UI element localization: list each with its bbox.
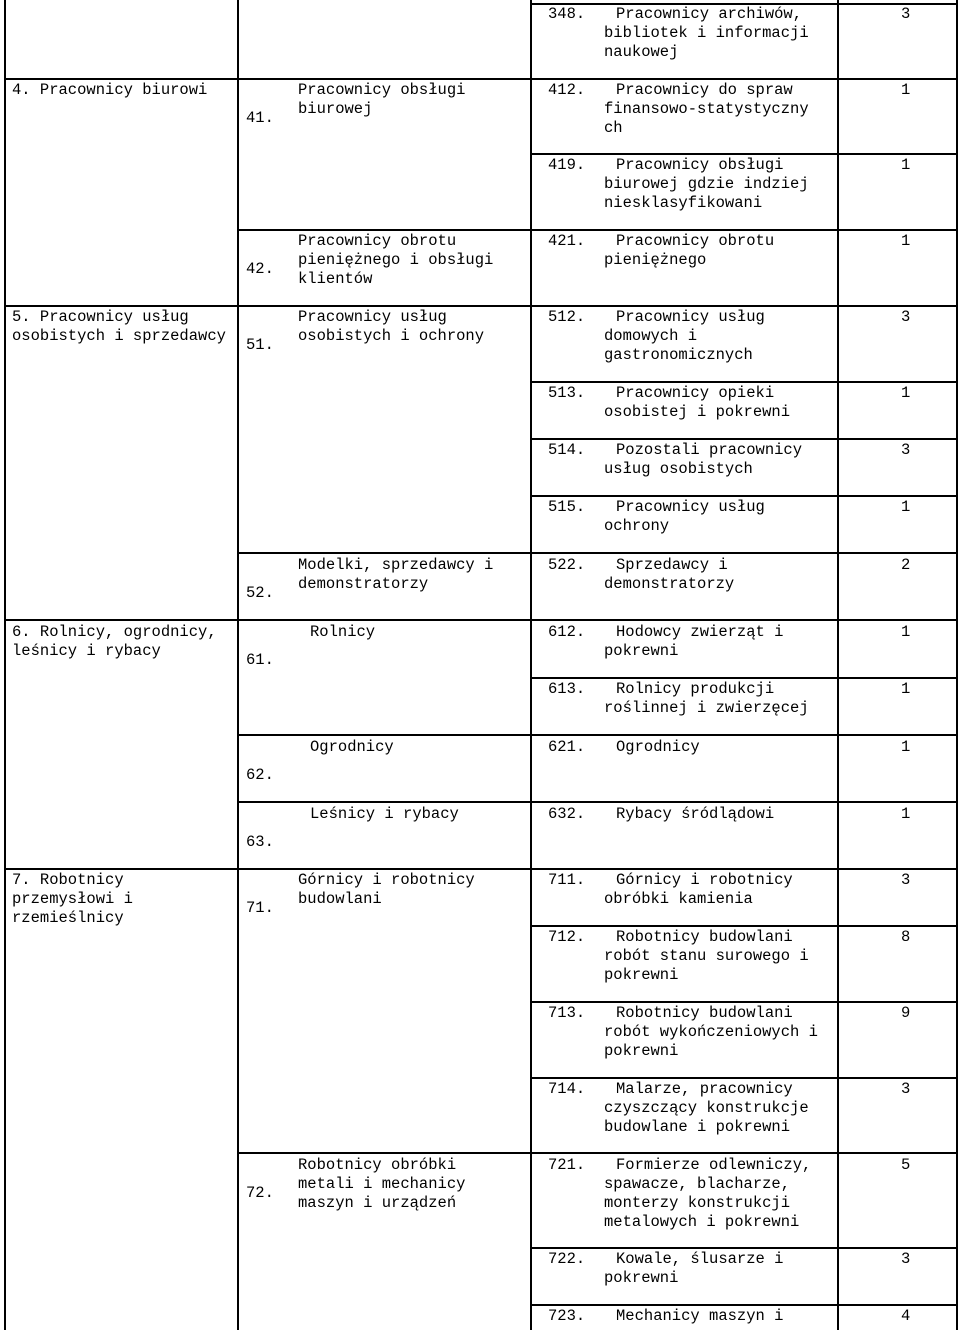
- occupation-name: Pracownicy usług ochrony: [604, 498, 765, 535]
- occupation-count: 3: [901, 5, 911, 23]
- occupation-code: 412.: [548, 81, 586, 99]
- occupation-name: Rybacy śródlądowi: [616, 805, 775, 823]
- occupation-code: 632.: [548, 805, 586, 823]
- occupation-name: Pracownicy obrotu pieniężnego: [604, 232, 775, 269]
- major-group-label: 4. Pracownicy biurowi: [12, 81, 208, 99]
- row-divider: [530, 381, 958, 383]
- row-divider: [530, 153, 958, 155]
- occupation-count: 3: [901, 441, 911, 459]
- row-divider: [530, 495, 958, 497]
- sub-group-name: Robotnicy obróbki metali i mechanicy maszyn i urządzeń: [298, 1156, 466, 1212]
- sub-group-name: Rolnicy: [310, 623, 376, 641]
- sub-group-code: 72.: [246, 1184, 274, 1202]
- occupation-code: 613.: [548, 680, 586, 698]
- sub-group-name: Leśnicy i rybacy: [310, 805, 459, 823]
- occupation-count: 9: [901, 1004, 911, 1022]
- sub-group-name: Ogrodnicy: [310, 738, 394, 756]
- occupation-code: 419.: [548, 156, 586, 174]
- row-divider: [530, 1077, 958, 1079]
- row-divider: [4, 78, 958, 80]
- column-divider: [530, 0, 532, 1330]
- occupation-count: 3: [901, 1250, 911, 1268]
- occupation-count: 8: [901, 928, 911, 946]
- occupation-code: 713.: [548, 1004, 586, 1022]
- occupation-name: Ogrodnicy: [616, 738, 700, 756]
- row-divider: [237, 229, 958, 231]
- occupation-count: 3: [901, 871, 911, 889]
- occupation-count: 1: [901, 384, 911, 402]
- row-divider: [530, 1001, 958, 1003]
- sub-group-code: 42.: [246, 260, 274, 278]
- occupation-name: Hodowcy zwierząt i pokrewni: [604, 623, 784, 660]
- row-divider: [530, 925, 958, 927]
- occupation-name: Mechanicy maszyn i: [616, 1307, 784, 1325]
- row-divider: [530, 438, 958, 440]
- row-divider: [530, 1304, 958, 1306]
- major-group-label: 7. Robotnicy przemysłowi i rzemieślnicy: [12, 871, 133, 927]
- occupation-name: Górnicy i robotnicy obróbki kamienia: [604, 871, 793, 908]
- sub-group-name: Pracownicy obrotu pieniężnego i obsługi klientów: [298, 232, 494, 288]
- major-group-label: 5. Pracownicy usług osobistych i sprzedawcy: [12, 308, 226, 345]
- sub-group-code: 51.: [246, 336, 274, 354]
- occupation-code: 513.: [548, 384, 586, 402]
- row-divider: [237, 552, 958, 554]
- occupation-count: 1: [901, 805, 911, 823]
- row-divider: [4, 305, 958, 307]
- sub-group-name: Pracownicy usług osobistych i ochrony: [298, 308, 485, 345]
- occupation-name: Pracownicy obsługi biurowej gdzie indziej niesklasyfikowani: [604, 156, 809, 212]
- sub-group-name: Pracownicy obsługi biurowej: [298, 81, 466, 118]
- occupation-name: Sprzedawcy i demonstratorzy: [604, 556, 735, 593]
- occupation-count: 1: [901, 156, 911, 174]
- occupation-code: 515.: [548, 498, 586, 516]
- occupation-code: 621.: [548, 738, 586, 756]
- occupation-name: Formierze odlewniczy, spawacze, blacharze, monterzy konstrukcji metalowych i pokrewni: [604, 1156, 812, 1231]
- occupation-code: 721.: [548, 1156, 586, 1174]
- occupation-name: Robotnicy budowlani robót wykończeniowych i pokrewni: [604, 1004, 818, 1060]
- column-divider: [237, 0, 239, 1330]
- sub-group-code: 41.: [246, 109, 274, 127]
- occupation-code: 514.: [548, 441, 586, 459]
- occupation-count: 1: [901, 232, 911, 250]
- sub-group-code: 63.: [246, 833, 274, 851]
- row-divider: [530, 677, 958, 679]
- occupation-count: 3: [901, 1080, 911, 1098]
- table-border-left: [4, 0, 6, 1330]
- occupation-name: Pracownicy usług domowych i gastronomicznych: [604, 308, 765, 364]
- occupation-name: Robotnicy budowlani robót stanu surowego i pokrewni: [604, 928, 809, 984]
- occupation-count: 1: [901, 81, 911, 99]
- occupation-name: Pracownicy do spraw finansowo-statystyczny ch: [604, 81, 809, 137]
- occupation-count: 1: [901, 498, 911, 516]
- row-divider: [237, 1152, 958, 1154]
- occupation-name: Malarze, pracownicy czyszczący konstrukcje budowlane i pokrewni: [604, 1080, 809, 1136]
- occupation-count: 4: [901, 1307, 911, 1325]
- occupation-code: 512.: [548, 308, 586, 326]
- sub-group-code: 71.: [246, 899, 274, 917]
- occupation-code: 612.: [548, 623, 586, 641]
- sub-group-name: Górnicy i robotnicy budowlani: [298, 871, 475, 908]
- occupation-count: 1: [901, 738, 911, 756]
- occupation-code: 522.: [548, 556, 586, 574]
- occupation-code: 712.: [548, 928, 586, 946]
- row-divider: [237, 734, 958, 736]
- occupation-name: Pracownicy archiwów, bibliotek i informacji naukowej: [604, 5, 809, 61]
- occupation-name: Pracownicy opieki osobistej i pokrewni: [604, 384, 791, 421]
- occupation-count: 1: [901, 623, 911, 641]
- occupation-name: Rolnicy produkcji roślinnej i zwierzęcej: [604, 680, 809, 717]
- occupation-code: 723.: [548, 1307, 586, 1325]
- occupation-count: 2: [901, 556, 911, 574]
- occupation-count: 3: [901, 308, 911, 326]
- occupation-code: 711.: [548, 871, 586, 889]
- occupation-name: Kowale, ślusarze i pokrewni: [604, 1250, 784, 1287]
- occupation-code: 421.: [548, 232, 586, 250]
- table-border-right: [956, 0, 958, 1330]
- occupation-count: 1: [901, 680, 911, 698]
- major-group-label: 6. Rolnicy, ogrodnicy, leśnicy i rybacy: [12, 623, 217, 660]
- sub-group-code: 52.: [246, 584, 274, 602]
- row-divider: [530, 1247, 958, 1249]
- row-divider: [237, 801, 958, 803]
- row-divider: [4, 868, 958, 870]
- sub-group-name: Modelki, sprzedawcy i demonstratorzy: [298, 556, 494, 593]
- occupation-count: 5: [901, 1156, 911, 1174]
- sub-group-code: 61.: [246, 651, 274, 669]
- occupation-code: 714.: [548, 1080, 586, 1098]
- column-divider: [837, 0, 839, 1330]
- occupation-code: 722.: [548, 1250, 586, 1268]
- occupation-code: 348.: [548, 5, 586, 23]
- sub-group-code: 62.: [246, 766, 274, 784]
- row-divider: [4, 619, 958, 621]
- occupation-name: Pozostali pracownicy usług osobistych: [604, 441, 803, 478]
